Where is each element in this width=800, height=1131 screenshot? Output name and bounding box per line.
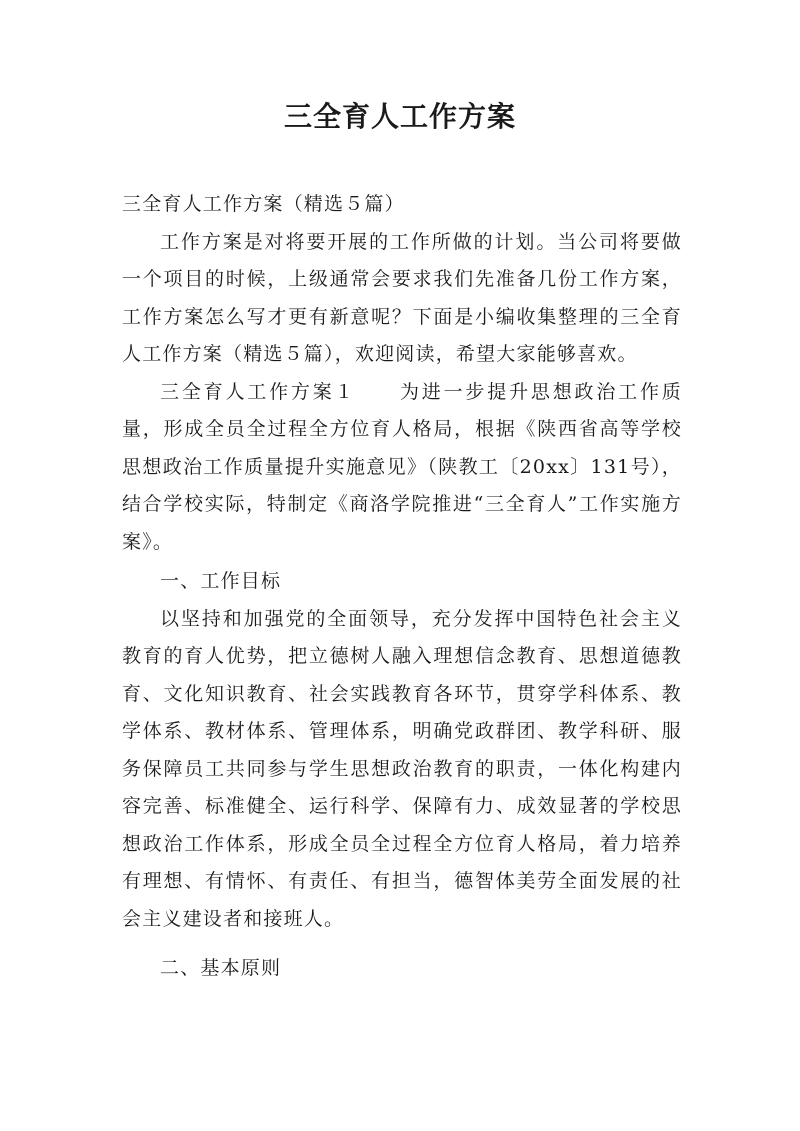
article-1-paragraph: 三全育人工作方案１ 为进一步提升思想政治工作质量，形成全员全过程全方位育人格局，根据《陕西省高等学校思想政治工作质量提升实施意见》（陕教工〔20xx〕131号），结合学校实际，特制定《商洛学院推进“三全育人”工作实施方案》。 (122, 380, 682, 553)
goals-paragraph: 以坚持和加强党的全面领导，充分发挥中国特色社会主义教育的育人优势，把立德树人融入理想信念教育、思想道德教育、文化知识教育、社会实践教育各环节，贯穿学科体系、教学体系、教材体系、管理体系，明确党政群团、教学科研、服务保障员工共同参与学生思想政治教育的职责，一体化构建内容完善、标准健全、运行科学、保障有力、成效显著的学校思想政治工作体系，形成全员全过程全方位育人格局，着力培养有理想、有情怀、有责任、有担当，德智体美劳全面发展的社会主义建设者和接班人。 (122, 607, 682, 930)
intro-paragraph: 工作方案是对将要开展的工作所做的计划。当公司将要做一个项目的时候，上级通常会要求我们先准备几份工作方案，工作方案怎么写才更有新意呢？下面是小编收集整理的三全育人工作方案（精选５篇），欢迎阅读，希望大家能够喜欢。 (122, 230, 682, 365)
page-title: 三全育人工作方案 (283, 100, 516, 133)
document-subtitle: 三全育人工作方案（精选５篇） (122, 193, 405, 215)
document-body (122, 186, 682, 988)
section-heading-principles: 二、基本原则 (160, 957, 282, 979)
section-heading-goals: 一、工作目标 (160, 570, 282, 592)
